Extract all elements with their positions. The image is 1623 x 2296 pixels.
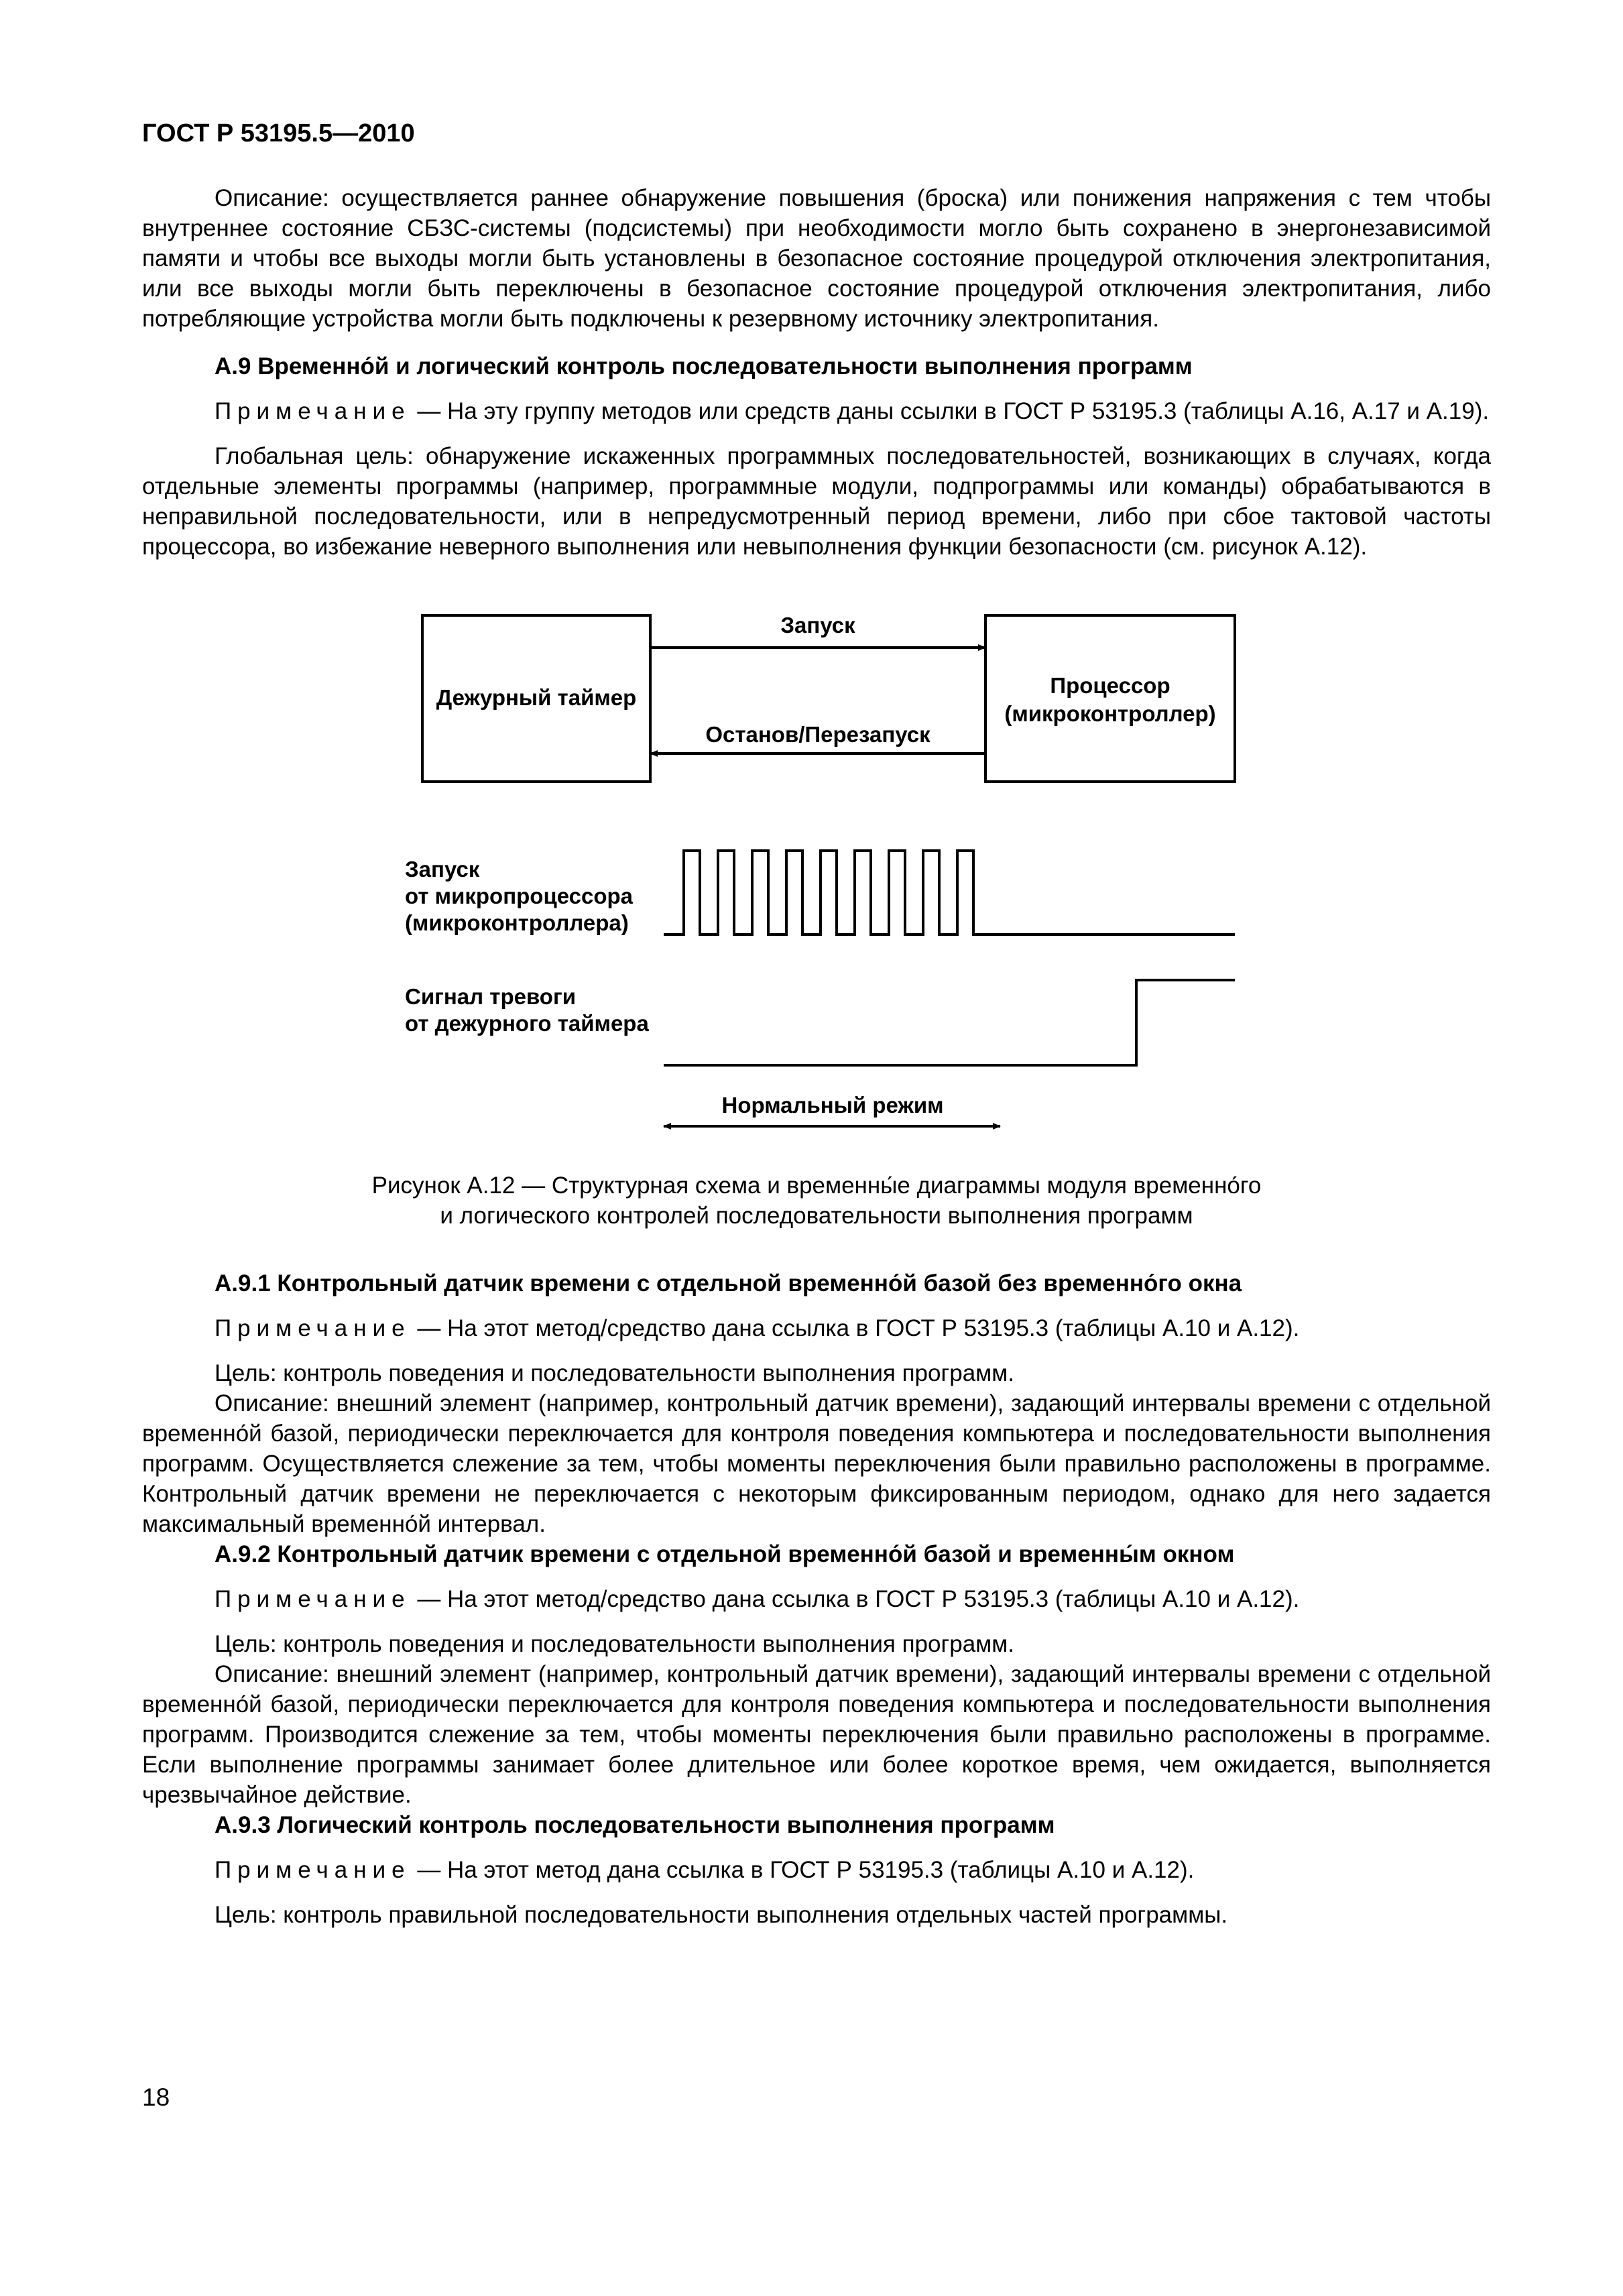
start-arrow-label: Запуск: [780, 613, 855, 638]
section-a92-goal: Цель: контроль поведения и последовательности выполнения программ.: [215, 1631, 1015, 1657]
signal1-label-line1: Запуск: [405, 857, 480, 882]
note-label: Примечание: [215, 398, 411, 424]
section-a9-note: [142, 396, 1491, 426]
stop-restart-arrow-label: Останов/Перезапуск: [705, 722, 930, 747]
section-a92-description: Описание: внешний элемент (например, контрольный датчик времени), задающий интервалы времени с отдельной временно́й базой, периодически переключается для контроля поведения компьютера и последовательности выполнения программ. Производится слежение за тем, чтобы моменты переключения были правильно расположены в программе. Если выполнение программы занимает более длительное или более короткое время, чем ожидается, выполняется чрезвычайное действие.: [142, 1661, 1491, 1808]
section-a9-title: А.9 Временно́й и логический контроль последовательности выполнения программ: [215, 353, 1193, 379]
processor-label-line1: Процессор: [1050, 673, 1170, 698]
figure-caption-line2: и логического контролей последовательности выполнения программ: [440, 1203, 1193, 1229]
figure-caption-line1: Рисунок А.12 — Структурная схема и временны́е диаграммы модуля временно́го: [371, 1172, 1262, 1199]
processor-label-line2: (микроконтроллер): [1004, 701, 1216, 726]
normal-mode-label: Нормальный режим: [721, 1093, 944, 1117]
section-a93-title: А.9.3 Логический контроль последовательности выполнения программ: [215, 1812, 1055, 1838]
section-a91-note: [142, 1313, 1491, 1343]
signal1-label-line3: (микроконтроллера): [405, 910, 629, 935]
signal2-label-line1: Сигнал тревоги: [405, 984, 576, 1009]
section-a91-description: Описание: внешний элемент (например, контрольный датчик времени), задающий интервалы времени с отдельной временно́й базой, периодически переключается для контроля поведения компьютера и последовательности выполнения программ. Осуществляется слежение за тем, чтобы моменты переключения были правильно расположены в программе. Контрольный датчик времени не переключается с некоторым фиксированным периодом, однако для него задается максимальный временно́й интервал.: [142, 1390, 1491, 1537]
section-a9-goal: Глобальная цель: обнаружение искаженных программных последовательностей, возникающих в случаях, когда отдельные элементы программы (например, программные модули, подпрограммы или команды) обрабатываются в неправильной последовательности, или в непредусмотренный период времени, либо при сбое тактовой частоты процессора, во избежание неверного выполнения или невыполнения функции безопасности (см. рисунок А.12).: [142, 443, 1491, 560]
start-pulse-train: [664, 851, 1235, 934]
note-text: — На этот метод дана ссылка в ГОСТ Р 53195.3 (таблицы А.10 и А.12).: [410, 1857, 1195, 1883]
document-page: [142, 119, 1491, 1930]
document-header: ГОСТ Р 53195.5—2010: [142, 119, 415, 147]
processor-box: [985, 615, 1235, 782]
section-a91-goal: Цель: контроль поведения и последовательности выполнения программ.: [215, 1360, 1015, 1386]
section-a92-title: А.9.2 Контрольный датчик времени с отдельной временно́й базой и временны́м окном: [215, 1541, 1235, 1567]
figure-a12-diagram: [142, 593, 1491, 1162]
section-a93-goal: Цель: контроль правильной последовательности выполнения отдельных частей программы.: [215, 1902, 1228, 1928]
section-a93-note: [142, 1855, 1491, 1885]
note-label: Примечание: [215, 1857, 411, 1883]
figure-a12: [142, 593, 1491, 1162]
signal1-label-line2: от микропроцессора: [405, 884, 634, 908]
page-number: 18: [142, 2083, 170, 2111]
watchdog-timer-label: Дежурный таймер: [436, 685, 637, 710]
note-text: — На этот метод/средство дана ссылка в ГОСТ Р 53195.3 (таблицы А.10 и А.12).: [410, 1315, 1300, 1341]
note-text: — На эту группу методов или средств даны ссылки в ГОСТ Р 53195.3 (таблицы А.16, А.17 и А.19).: [410, 398, 1490, 424]
figure-caption: [142, 1170, 1491, 1231]
alarm-signal: [664, 980, 1235, 1065]
note-text: — На этот метод/средство дана ссылка в ГОСТ Р 53195.3 (таблицы А.10 и А.12).: [410, 1586, 1300, 1612]
note-label: Примечание: [215, 1586, 411, 1612]
section-a91-title: А.9.1 Контрольный датчик времени с отдельной временно́й базой без временно́го окна: [215, 1270, 1242, 1296]
note-label: Примечание: [215, 1315, 411, 1341]
section-a92-note: [142, 1584, 1491, 1614]
intro-paragraph: Описание: осуществляется раннее обнаружение повышения (броска) или понижения напряжения с тем чтобы внутреннее состояние СБЗС-системы (подсистемы) при необходимости могло быть сохранено в энергонезависимой памяти и чтобы все выходы могли быть установлены в безопасное состояние процедурой отключения электропитания, или все выходы могли быть переключены в безопасное состояние процедурой отключения электропитания, либо потребляющие устройства могли быть подключены к резервному источнику электропитания.: [142, 185, 1491, 332]
signal2-label-line2: от дежурного таймера: [405, 1011, 649, 1036]
